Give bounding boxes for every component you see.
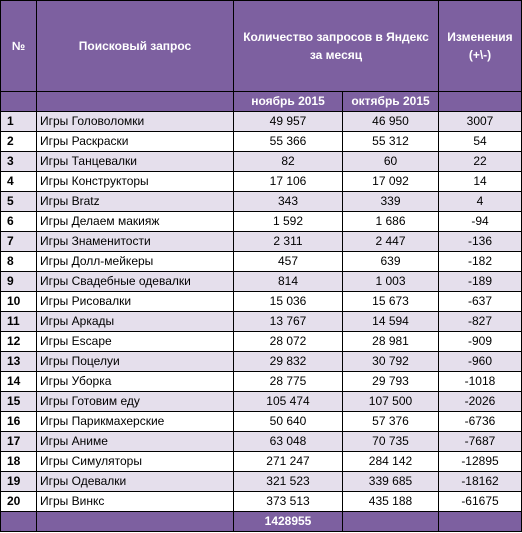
- table-row: [1, 252, 522, 272]
- row-change: -6736: [439, 412, 522, 432]
- row-oct: 57 376: [343, 412, 439, 432]
- row-query: Игры Поцелуи: [37, 352, 234, 372]
- row-number: 1: [1, 112, 37, 132]
- row-nov: 63 048: [234, 432, 343, 452]
- row-number: 4: [1, 172, 37, 192]
- table-row: [1, 112, 522, 132]
- row-query: Игры Готовим еду: [37, 392, 234, 412]
- row-query: Игры Танцевалки: [37, 152, 234, 172]
- row-change: 3007: [439, 112, 522, 132]
- table-row: [1, 472, 522, 492]
- row-query: Игры Винкс: [37, 492, 234, 512]
- row-oct: 435 188: [343, 492, 439, 512]
- table-body: [1, 112, 522, 512]
- row-query: Игры Делаем макияж: [37, 212, 234, 232]
- row-oct: 55 312: [343, 132, 439, 152]
- row-number: 6: [1, 212, 37, 232]
- table-row: [1, 392, 522, 412]
- row-oct: 70 735: [343, 432, 439, 452]
- row-oct: 2 447: [343, 232, 439, 252]
- row-query: Игры Долл-мейкеры: [37, 252, 234, 272]
- table-row: [1, 212, 522, 232]
- row-nov: 457: [234, 252, 343, 272]
- row-nov: 373 513: [234, 492, 343, 512]
- row-query: Игры Bratz: [37, 192, 234, 212]
- header-row: [1, 1, 522, 92]
- table-row: [1, 452, 522, 472]
- table-row: [1, 132, 522, 152]
- subheader-empty-1: [1, 92, 37, 112]
- row-number: 13: [1, 352, 37, 372]
- row-number: 12: [1, 332, 37, 352]
- row-query: Игры Знаменитости: [37, 232, 234, 252]
- total-empty-3: [343, 512, 439, 532]
- row-oct: 30 792: [343, 352, 439, 372]
- row-nov: 15 036: [234, 292, 343, 312]
- row-change: -909: [439, 332, 522, 352]
- row-query: Игры Парикмахерские: [37, 412, 234, 432]
- row-number: 15: [1, 392, 37, 412]
- table-row: [1, 352, 522, 372]
- row-change: -18162: [439, 472, 522, 492]
- row-change: -2026: [439, 392, 522, 412]
- table-row: [1, 232, 522, 252]
- row-oct: 60: [343, 152, 439, 172]
- row-number: 3: [1, 152, 37, 172]
- row-nov: 17 106: [234, 172, 343, 192]
- row-oct: 15 673: [343, 292, 439, 312]
- table-row: [1, 292, 522, 312]
- row-number: 14: [1, 372, 37, 392]
- row-number: 5: [1, 192, 37, 212]
- row-query: Игры Уборка: [37, 372, 234, 392]
- row-change: -94: [439, 212, 522, 232]
- header-requests: Количество запросов в Яндекс за месяц: [234, 1, 439, 92]
- row-nov: 49 957: [234, 112, 343, 132]
- row-query: Игры Escape: [37, 332, 234, 352]
- total-empty-2: [37, 512, 234, 532]
- row-change: -827: [439, 312, 522, 332]
- row-oct: 14 594: [343, 312, 439, 332]
- row-change: 4: [439, 192, 522, 212]
- row-number: 16: [1, 412, 37, 432]
- subheader-empty-2: [37, 92, 234, 112]
- row-query: Игры Раскраски: [37, 132, 234, 152]
- row-nov: 105 474: [234, 392, 343, 412]
- row-change: -136: [439, 232, 522, 252]
- header-query: Поисковый запрос: [37, 1, 234, 92]
- row-nov: 321 523: [234, 472, 343, 492]
- row-change: -7687: [439, 432, 522, 452]
- row-nov: 1 592: [234, 212, 343, 232]
- row-change: -637: [439, 292, 522, 312]
- row-change: -182: [439, 252, 522, 272]
- table-row: [1, 492, 522, 512]
- header-change: Изменения (+\-): [439, 1, 522, 92]
- row-number: 8: [1, 252, 37, 272]
- total-empty-4: [439, 512, 522, 532]
- row-change: -12895: [439, 452, 522, 472]
- row-nov: 50 640: [234, 412, 343, 432]
- row-query: Игры Аниме: [37, 432, 234, 452]
- row-nov: 28 775: [234, 372, 343, 392]
- total-empty-1: [1, 512, 37, 532]
- row-oct: 339: [343, 192, 439, 212]
- row-oct: 28 981: [343, 332, 439, 352]
- row-nov: 13 767: [234, 312, 343, 332]
- row-query: Игры Аркады: [37, 312, 234, 332]
- row-oct: 46 950: [343, 112, 439, 132]
- table-row: [1, 312, 522, 332]
- table-row: [1, 152, 522, 172]
- row-change: 14: [439, 172, 522, 192]
- row-nov: 29 832: [234, 352, 343, 372]
- table-row: [1, 412, 522, 432]
- row-oct: 29 793: [343, 372, 439, 392]
- row-number: 9: [1, 272, 37, 292]
- row-change: -1018: [439, 372, 522, 392]
- row-nov: 82: [234, 152, 343, 172]
- header-num: №: [1, 1, 37, 92]
- row-number: 18: [1, 452, 37, 472]
- row-oct: 17 092: [343, 172, 439, 192]
- row-query: Игры Рисовалки: [37, 292, 234, 312]
- table-row: [1, 272, 522, 292]
- subheader-row: [1, 92, 522, 112]
- table-row: [1, 192, 522, 212]
- table-row: [1, 332, 522, 352]
- row-number: 2: [1, 132, 37, 152]
- row-nov: 814: [234, 272, 343, 292]
- row-nov: 28 072: [234, 332, 343, 352]
- total-row: [1, 512, 522, 532]
- row-oct: 1 686: [343, 212, 439, 232]
- row-number: 19: [1, 472, 37, 492]
- total-value: 1428955: [234, 512, 343, 532]
- row-change: 54: [439, 132, 522, 152]
- row-oct: 339 685: [343, 472, 439, 492]
- row-query: Игры Одевалки: [37, 472, 234, 492]
- row-change: -960: [439, 352, 522, 372]
- table-row: [1, 172, 522, 192]
- subheader-empty-3: [439, 92, 522, 112]
- row-query: Игры Симуляторы: [37, 452, 234, 472]
- row-nov: 343: [234, 192, 343, 212]
- table-row: [1, 432, 522, 452]
- row-change: -189: [439, 272, 522, 292]
- subheader-oct: октябрь 2015: [343, 92, 439, 112]
- row-number: 11: [1, 312, 37, 332]
- row-oct: 284 142: [343, 452, 439, 472]
- row-nov: 55 366: [234, 132, 343, 152]
- table-row: [1, 372, 522, 392]
- row-oct: 639: [343, 252, 439, 272]
- row-number: 20: [1, 492, 37, 512]
- row-query: Игры Конструкторы: [37, 172, 234, 192]
- row-oct: 107 500: [343, 392, 439, 412]
- row-query: Игры Головоломки: [37, 112, 234, 132]
- row-number: 17: [1, 432, 37, 452]
- row-number: 10: [1, 292, 37, 312]
- row-number: 7: [1, 232, 37, 252]
- row-change: -61675: [439, 492, 522, 512]
- row-oct: 1 003: [343, 272, 439, 292]
- subheader-nov: ноябрь 2015: [234, 92, 343, 112]
- row-query: Игры Свадебные одевалки: [37, 272, 234, 292]
- row-nov: 2 311: [234, 232, 343, 252]
- row-nov: 271 247: [234, 452, 343, 472]
- row-change: 22: [439, 152, 522, 172]
